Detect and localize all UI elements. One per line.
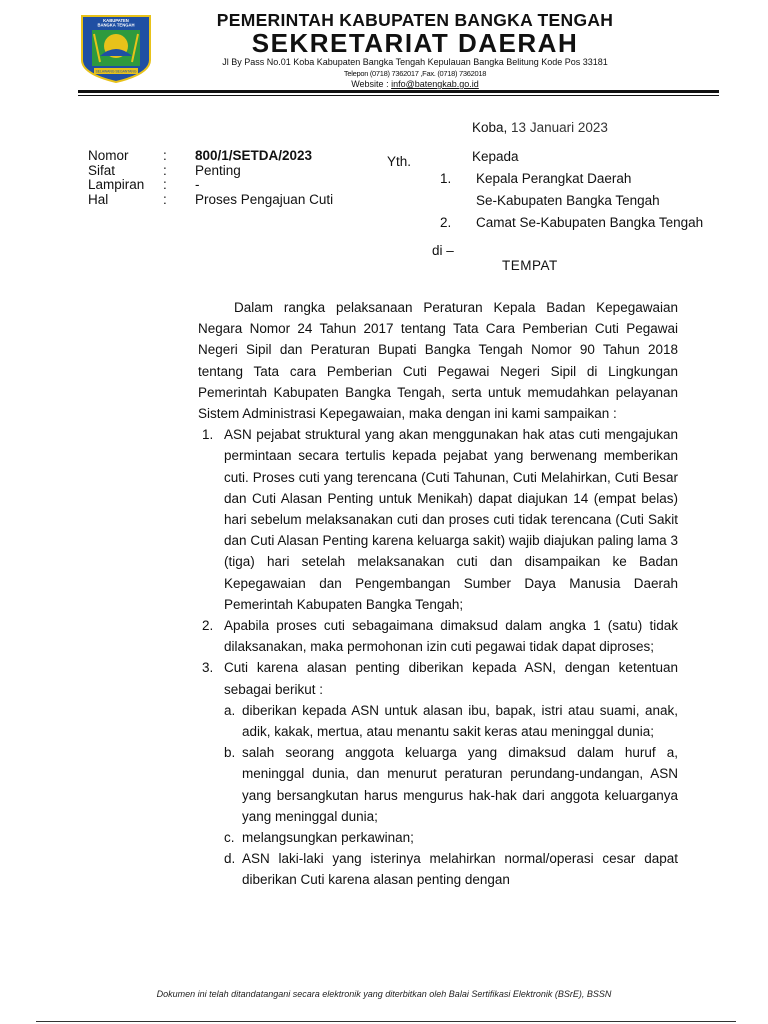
electronic-signature-footer: Dokumen ini telah ditandatangani secara elektronik yang diterbitkan oleh Balai Sertifikasi Elektronik (BSrE), BSSN xyxy=(156,989,612,999)
letterhead-rule-thin xyxy=(78,95,719,96)
letterhead-phone: Telepon (0718) 7362017 ,Fax. (0718) 7362018 xyxy=(343,69,487,78)
sublist-item xyxy=(224,742,678,827)
meta-value: Penting xyxy=(195,162,241,178)
letterhead-website-line xyxy=(165,79,665,90)
addressee-di: di – xyxy=(432,243,454,258)
recipient-line: Kepala Perangkat Daerah xyxy=(476,171,632,186)
list-number: 3. xyxy=(202,660,214,676)
list-text: Apabila proses cuti sebagaimana dimaksud dalam angka 1 (satu) tidak dilaksanakan, maka permohonan izin cuti pegawai tidak dapat diproses; xyxy=(224,618,678,655)
list-text: ASN pejabat struktural yang akan menggunakan hak atas cuti mengajukan permintaan secara tertulis kepada pejabat yang berwenang memberikan cuti. Proses cuti yang terencana (Cuti Tahunan, Cuti Melahirkan, Cuti Besar dan Cuti Alasan Penting untuk Menikah) dapat diajukan 14 (empat belas) hari sebelum melaksanakan cuti dan proses cuti tidak terencana (Cuti Sakit dan Cuti Alasan Penting karena keluarga sakit) wajib diajukan paling lama 3 (tiga) hari setelah melaksanakan cuti dan disampaikan ke Badan Kepegawaian dan Pengembangan Sumber Daya Manusia Daerah Pemerintah Kabupaten Bangka Tengah; xyxy=(224,427,678,612)
meta-value: - xyxy=(195,177,200,192)
meta-key: Lampiran xyxy=(88,177,145,192)
list-item xyxy=(198,615,678,657)
sublist-item xyxy=(224,700,678,742)
meta-value: 800/1/SETDA/2023 xyxy=(195,148,313,163)
recipient-number: 1. xyxy=(440,171,452,186)
list-item xyxy=(198,657,678,890)
recipient-line: Se-Kabupaten Bangka Tengah xyxy=(476,193,660,208)
letterhead-address-block xyxy=(165,57,665,90)
meta-key: Sifat xyxy=(88,162,116,178)
letterhead-government-title: PEMERINTAH KABUPATEN BANGKA TENGAH xyxy=(216,10,614,30)
sublist-letter: c. xyxy=(224,830,235,846)
recipient-line: Camat Se-Kabupaten Bangka Tengah xyxy=(476,215,704,230)
logo-lettering: KABUPATEN xyxy=(103,18,129,23)
addressee-kepada: Kepada xyxy=(472,149,519,164)
meta-key: Hal xyxy=(88,191,109,207)
svg-text:SELAWANG SEGANTANG: SELAWANG SEGANTANG xyxy=(95,69,137,74)
website-link[interactable]: info@batengkab.go.id xyxy=(391,79,479,89)
sublist-text: salah seorang anggota keluarga yang dimaksud dalam huruf a, meninggal dunia, dan menurut peraturan perundang-undangan, ASN yang bersangkutan harus mengurus hak-hak dari anggota keluarganya yang meninggal dunia; xyxy=(242,745,678,824)
letterhead-address: Jl By Pass No.01 Koba Kabupaten Bangka Tengah Kepulauan Bangka Belitung Kode Pos 33181 xyxy=(222,57,608,67)
addressee-tempat: TEMPAT xyxy=(502,258,558,273)
meta-sep: : xyxy=(163,191,167,207)
sublist-text: melangsungkan perkawinan; xyxy=(242,830,414,846)
sublist-letter: a. xyxy=(224,702,236,718)
list-item xyxy=(198,424,678,615)
letter-body xyxy=(198,297,678,891)
date-place: Koba, xyxy=(472,120,508,135)
lettered-sublist xyxy=(224,700,678,891)
list-text: Cuti karena alasan penting diberikan kepada ASN, dengan ketentuan sebagai berikut : xyxy=(224,660,678,697)
sublist-text: ASN laki-laki yang isterinya melahirkan normal/operasi cesar dapat diberikan Cuti karena alasan penting dengan xyxy=(242,851,678,888)
sublist-item xyxy=(224,827,678,848)
date-value: 13 Januari 2023 xyxy=(511,120,608,135)
meta-value: Proses Pengajuan Cuti xyxy=(195,191,334,207)
svg-text:BANGKA TENGAH: BANGKA TENGAH xyxy=(97,22,135,28)
website-label: Website : xyxy=(351,79,392,89)
regency-emblem-logo xyxy=(78,12,154,84)
letter-date xyxy=(472,120,608,135)
sublist-item xyxy=(224,848,678,890)
recipient-number: 2. xyxy=(440,215,452,230)
meta-key: Nomor xyxy=(88,148,129,163)
letterhead-rule-thick xyxy=(78,90,719,93)
letterhead-office-title: SEKRETARIAT DAERAH xyxy=(251,28,579,58)
meta-sep: : xyxy=(163,162,167,178)
list-number: 2. xyxy=(202,618,214,634)
sublist-letter: b. xyxy=(224,745,236,761)
meta-sep: : xyxy=(163,177,167,192)
footer-rule xyxy=(36,1021,736,1022)
intro-paragraph: Dalam rangka pelaksanaan Peraturan Kepala Badan Kepegawaian Negara Nomor 24 Tahun 2017 tentang Tata Cara Pemberian Cuti Pegawai Negeri Sipil dan Peraturan Bupati Bangka Tengah Nomor 90 Tahun 2018 tentang Tata cara Pemberian Cuti Pegawai Negeri Sipil di Lingkungan Pemerintah Kabupaten Bangka Tengah, serta untuk memudahkan pelayanan Sistem Administrasi Kepegawaian, maka dengan ini kami sampaikan : xyxy=(198,300,678,422)
sublist-letter: d. xyxy=(224,851,236,867)
sublist-text: diberikan kepada ASN untuk alasan ibu, bapak, istri atau suami, anak, adik, kakak, mertua, atau menantu sakit keras atau meninggal dunia; xyxy=(242,702,678,740)
numbered-list xyxy=(198,424,678,890)
addressee-yth: Yth. xyxy=(387,154,412,169)
list-number: 1. xyxy=(202,427,214,443)
meta-sep: : xyxy=(163,148,167,163)
